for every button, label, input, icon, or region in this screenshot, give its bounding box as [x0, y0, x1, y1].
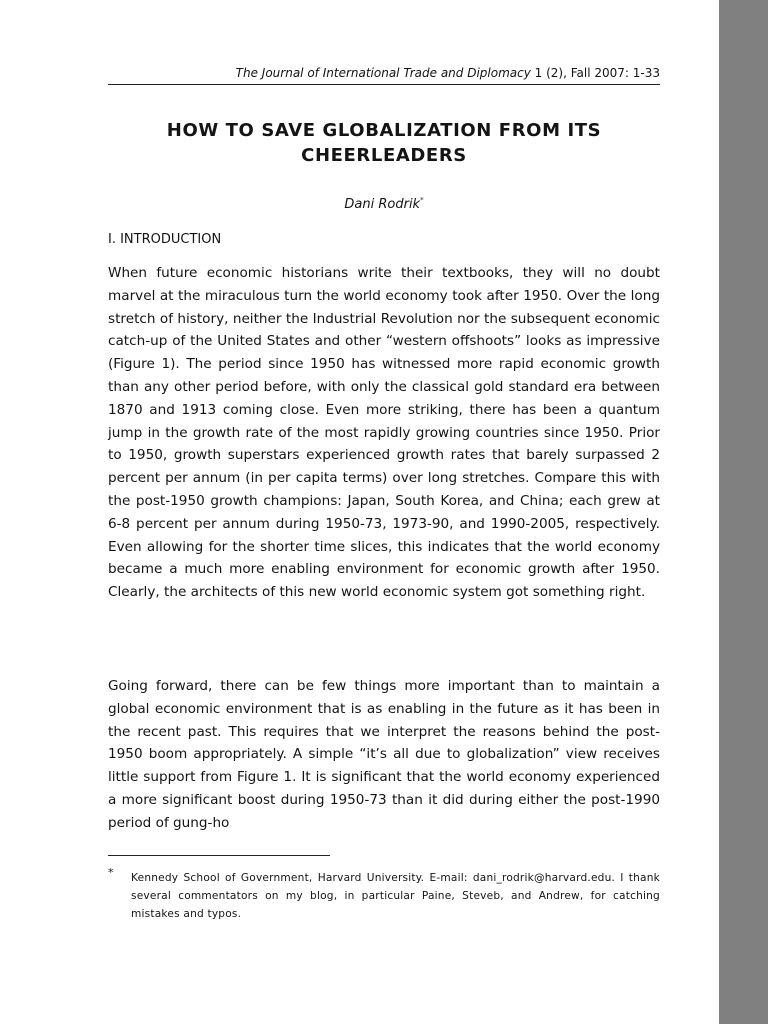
- author-name: Dani Rodrik: [344, 197, 421, 212]
- journal-citation: 1 (2), Fall 2007: 1-33: [530, 66, 660, 80]
- running-header: [108, 64, 660, 85]
- body-paragraph-2: Going forward, there can be few things more important than to maintain a global economic environment that is as enabling in the future as it has been in the recent past. This requires that we interpret the reasons behind the post-1950 boom appropriately. A simple “it’s all due to globalization” view receives little support from Figure 1. It is significant that the world economy experienced a more significant boost during 1950-73 than it did during either the post-1990 period of gung-ho: [108, 678, 660, 831]
- footnote-text: Kennedy School of Government, Harvard University. E-mail: dani_rodrik@harvard.edu. I thank several commentators on my blog, in particular Paine, Steveb, and Andrew, for catching mistakes and typos.: [131, 872, 660, 920]
- journal-title: The Journal of International Trade and Diplomacy: [235, 66, 531, 80]
- body-paragraph-1: When future economic historians write their textbooks, they will no doubt marvel at the miraculous turn the world economy took after 1950. Over the long stretch of history, neither the Industrial Revolution nor the subsequent economic catch-up of the United States and other “western offshoots” looks as impressive (Figure 1). The period since 1950 has witnessed more rapid economic growth than any other period before, with only the classical gold standard era between 1870 and 1913 coming close. Even more striking, there has been a quantum jump in the growth rate of the most rapidly growing countries since 1950. Prior to 1950, growth superstars experienced growth rates that barely surpassed 2 percent per annum (in per capita terms) over long stretches. Compare this with the post-1950 growth champions: Japan, South Korea, and China; each grew at 6-8 percent per annum during 1950-73, 1973-90, and 1990-2005, respectively. Even allowing for the shorter time slices, this indicates that the world economy became a much more enabling environment for economic growth after 1950. Clearly, the architects of this new world economic system got something right.: [108, 265, 660, 601]
- footnote-mark: *: [108, 866, 114, 879]
- article-title: HOW TO SAVE GLOBALIZATION FROM ITS CHEERLEADERS: [166, 120, 602, 166]
- author-footnote-mark: *: [420, 196, 424, 204]
- author-line: [108, 191, 660, 214]
- scroll-side-bar[interactable]: [719, 0, 768, 1024]
- section-heading: I. INTRODUCTION: [108, 232, 222, 247]
- footnote-divider: [108, 855, 330, 856]
